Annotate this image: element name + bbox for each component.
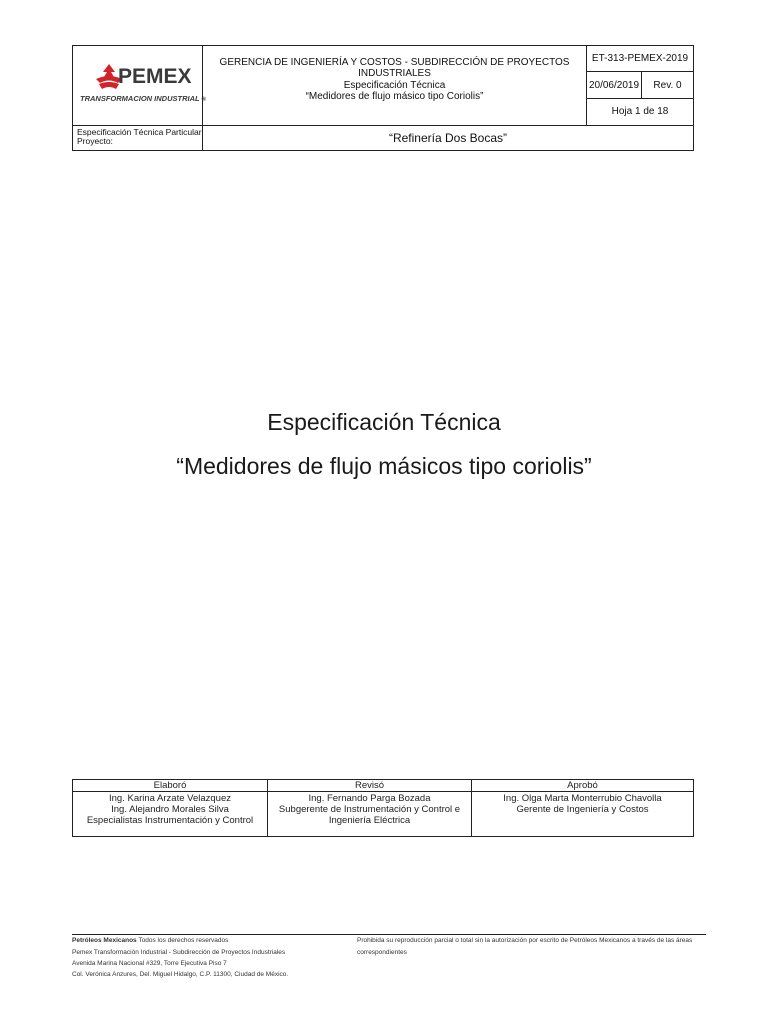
elaboro-cell xyxy=(73,793,267,826)
doc-revision: Rev. 0 xyxy=(653,80,682,91)
aprobo-cell xyxy=(472,793,693,815)
header-reviso: Revisó xyxy=(354,780,385,791)
reviso-line: Ing. Fernando Parga Bozada xyxy=(308,793,431,804)
doc-subject-text: “Medidores de flujo másico tipo Coriolis” xyxy=(305,91,484,102)
particular-label: Especificación Técnica Particular xyxy=(77,127,202,137)
elaboro-line: Ing. Karina Arzate Velazquez xyxy=(109,793,231,804)
organization-text: GERENCIA DE INGENIERÍA Y COSTOS - SUBDIRECCIÓN DE PROYECTOS INDUSTRIALES xyxy=(219,57,570,79)
sheet-number: Hoja 1 de 18 xyxy=(611,106,669,117)
elaboro-line: Ing. Alejandro Morales Silva xyxy=(111,804,229,815)
aprobo-line: Gerente de Ingeniería y Costos xyxy=(516,804,649,815)
signature-table xyxy=(72,779,694,837)
doc-type-text: Especificación Técnica xyxy=(343,80,446,91)
doc-date: 20/06/2019 xyxy=(588,80,640,91)
header-aprobo: Aprobó xyxy=(567,780,598,791)
footer-company: Petróleos Mexicanos Todos los derechos reservados xyxy=(72,937,229,944)
footer-colony: Col. Verónica Anzures, Del. Miguel Hidalgo, C.P. 11300, Ciudad de México. xyxy=(72,971,289,978)
header-table xyxy=(72,45,694,151)
footer-subdirection: Pemex Transformación Industrial - Subdirección de Proyectos Industriales xyxy=(72,949,286,956)
footer-address: Avenida Marina Nacional #329, Torre Ejecutiva Piso 7 xyxy=(72,960,227,967)
aprobo-line: Ing. Olga Marta Monterrubio Chavolla xyxy=(503,793,662,804)
reviso-cell xyxy=(268,793,471,826)
logo-subtitle: TRANSFORMACION INDUSTRIAL ® xyxy=(80,94,206,103)
footer-notice-cont: correspondientes xyxy=(357,949,407,956)
document-title-line1: Especificación Técnica xyxy=(267,409,501,435)
header-elaboro: Elaboró xyxy=(153,780,187,791)
logo-brand-text: PEMEX xyxy=(118,65,192,88)
reviso-line: Subgerente de Instrumentación y Control e xyxy=(278,804,461,815)
project-label: Proyecto: xyxy=(77,136,113,146)
reviso-line: Ingeniería Eléctrica xyxy=(328,815,411,826)
footer-divider xyxy=(72,934,706,935)
pemex-logo xyxy=(78,63,206,107)
document-title-line2: “Medidores de flujo másicos tipo coriolis” xyxy=(176,453,592,479)
footer-notice: Prohibida su reproducción parcial o total sin la autorización por escrito de Petróleos Mexicanos a través de las áreas xyxy=(357,937,693,944)
elaboro-line: Especialistas Instrumentación y Control xyxy=(86,815,254,826)
doc-code: ET-313-PEMEX-2019 xyxy=(591,53,689,64)
project-name: “Refinería Dos Bocas” xyxy=(388,131,508,145)
